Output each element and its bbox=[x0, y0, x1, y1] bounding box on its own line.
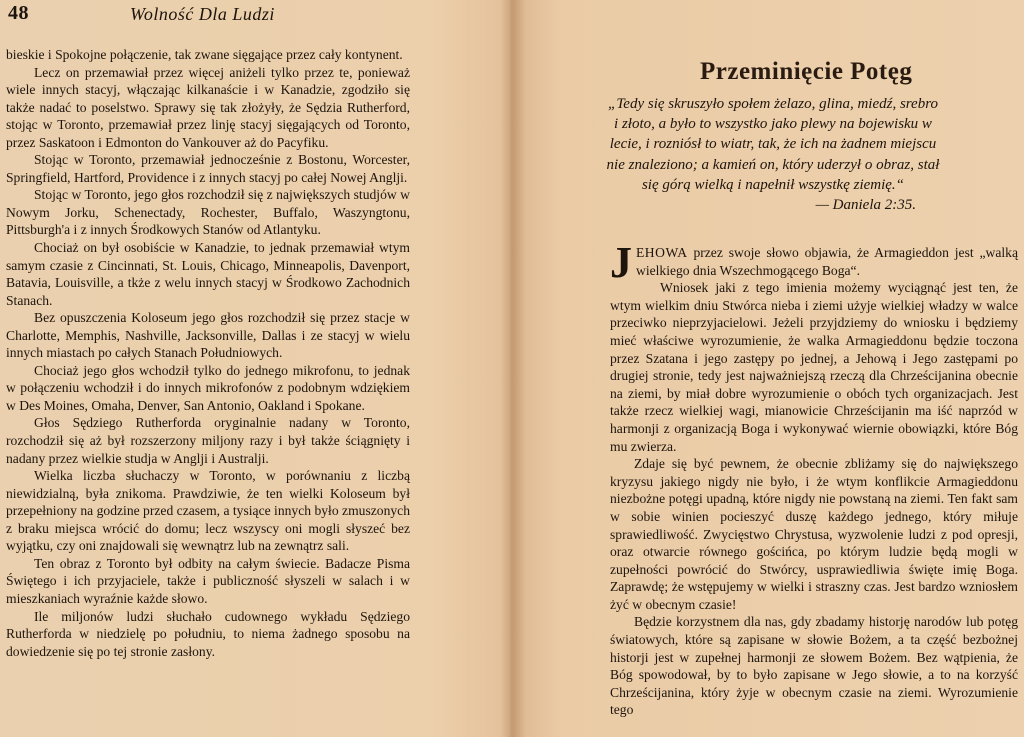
paragraph: Ten obraz z Toronto był odbity na całym świecie. Badacze Pisma Świętego i ich przyjaciele, także i publiczność słyszeli w salach i w mieszkaniach wyraźnie każde słowo. bbox=[6, 555, 410, 606]
paragraph: bieskie i Spokojne połączenie, tak zwane sięgające przez cały kontynent. bbox=[6, 47, 403, 62]
paragraph: Będzie korzystnem dla nas, gdy zbadamy historję narodów lub potęg światowych, które są zapisane w słowie Bożem, a ta część bezbożnej historji jest w zupełnej harmonji ze słowem Bożem. Bez wątpienia, że Bóg spowodował, by to było zapisane w Jego słowie, a to na korzyść Chrześcijanina, który żyje w obecnym czasie na ziemi. Wyrozumienie tego bbox=[610, 614, 1018, 718]
paragraph: Wielka liczba słuchaczy w Toronto, w porównaniu z liczbą niewidzialną, była znikoma. Prawdziwie, że ten wielki Koloseum był przepełniony na godzine przed czasem, a tysiące innych było zmuszonych z braku miejsca wrócić do domu; lecz wszyscy oni mogli słyszeć bez wyjątku, czy oni znajdowali się wewnątrz lub na zewnątrz sali. bbox=[6, 468, 410, 554]
right-body-text bbox=[610, 238, 1018, 719]
paragraph: Stojąc w Toronto, przemawiał jednocześnie z Bostonu, Worcester, Springfield, Hartford, Providence i z innych stacyj po całej Nowej Anglji. bbox=[6, 152, 410, 185]
epigraph-source: — Daniela 2:35. bbox=[815, 197, 916, 214]
paragraph: Ile miljonów ludzi słuchało cudownego wykładu Sędziego Rutherforda w niedzielę po południu, to niema żadnego sposobu na dowiedzenie się po tej stronie zasłony. bbox=[6, 608, 410, 659]
page-number: 48 bbox=[8, 2, 29, 24]
paragraph-text: przez swoje słowo objawia, że Armagieddon jest „walką wielkiego dnia Wszechmogącego Boga“. bbox=[636, 245, 1018, 278]
article-title: Przeminięcie Potęg bbox=[700, 58, 913, 85]
drop-cap: J bbox=[610, 238, 632, 287]
paragraph: Głos Sędziego Rutherforda oryginalnie nadany w Toronto, rozchodził się aż był rozszerzony miljony razy i był także ściągnięty i nadany przez wielkie studja w Anglji i Australji. bbox=[6, 415, 410, 466]
paragraph: Chociaż on był osobiście w Kanadzie, to jednak przemawiał wtym samym czasie z Cincinnati, St. Louis, Chicago, Minneapolis, Davenport, Batavia, Louisville, a tkże z welu innych stacyj w Środkowo Zachodnich Stanach. bbox=[6, 240, 410, 308]
right-page bbox=[510, 0, 1024, 737]
left-body-text bbox=[6, 46, 410, 660]
paragraph: Stojąc w Toronto, jego głos rozchodził się z największych studjów w Nowym Jorku, Schenectady, Rochester, Buffalo, Waszyngtonu, Pittsburgh'a i z innych Środkowych Stanów od Atlantyku. bbox=[6, 187, 410, 238]
epigraph bbox=[606, 94, 940, 215]
paragraph: Zdaje się być pewnem, że obecnie zbliżamy się do największego kryzysu jakiego nigdy nie było, i że wtym konflikcie Armagieddonu niezbożne potęgi upadną, które nigdy nie powstaną na ziemi. Ten fakt sam w sobie winien pocieszyć duszę każdego jednego, który miłuje sprawiedliwość. Zwycięstwo Chrystusa, wyzwolenie ludzi z pod opresji, oraz otwarcie równego gościńca, po którym ludzie będą mogli w zupełności powrócić do Stwórcy, usprawiedliwia święte imię Boga. Zaprawdę; że wstępujemy w wielki i straszny czas. Jest bardzo wzniosłem żyć w obecnym czasie! bbox=[610, 456, 1018, 612]
epigraph-quote: „Tedy się skruszyło społem żelazo, glina, miedź, srebro i złoto, a było to wszystko jako plewy na bojewisku w lecie, i rozniósł to wiatr, tak, że ich na żadnem miejscu nie znaleziono; a kamień on, który uderzył o obraz, stał się górą wielką i napełnił wszystkę ziemię.“ bbox=[606, 96, 940, 193]
left-page bbox=[0, 0, 510, 737]
paragraph: Bez opuszczenia Koloseum jego głos rozchodził się przez stacje w Charlotte, Memphis, Nashville, Jacksonville, Dallas i ze stacyj w wielu innych miastach po całych Stanach Południowych. bbox=[6, 310, 410, 361]
paragraph: Lecz on przemawiał przez więcej aniżeli tylko przez te, ponieważ wiele innych stacyj, włączając kilkanaście i w Kanadzie, zgodziło się także nadać to poselstwo. Sprawy się tak złożyły, że Sędzia Rutherford, stojąc w Toronto, przemawiał przez linję stacyj sięgających od Toronto, przez Saskatoon i Edmonton do Vankouver aż do Pacyfiku. bbox=[6, 64, 410, 150]
opening-paragraph bbox=[610, 238, 1018, 287]
lead-word: EHOWA bbox=[636, 245, 688, 260]
running-head: Wolność Dla Ludzi bbox=[130, 4, 275, 24]
paragraph: Chociaż jego głos wchodził tylko do jednego mikrofonu, to jednak w połączeniu wchodził i do innych mikrofonów z podobnym wdziękiem w Des Moines, Omaha, Denver, San Antonio, Oakland i Spokane. bbox=[6, 362, 410, 413]
paragraph: Wniosek jaki z tego imienia możemy wyciągnąć jest ten, że wtym wielkim dniu Stwórca nieba i ziemi użyje wielkiej władzy w walce przeciwko nieprzyjacielowi. Jeżeli przyjdziemy do wniosku i będziemy mieć właściwe wyrozumienie, że walka Armagieddonu będzie toczona przez Szatana i jego zastępy po jednej, a Jehową i Jego zastępami po drugiej stronie, tedy jest najważniejszą rzeczą dla Chrześcijanina obecnie na ziemi, by miał dobre wyrozumienie o obóch tych organizacjach. Jest także rzecz wielkiej wagi, mianowicie Chrześcijanin ma iść naprzód w harmonji z organizacją Boga i wykonywać wiernie obowiązki, które Bóg mu zwierza. bbox=[610, 280, 1018, 454]
